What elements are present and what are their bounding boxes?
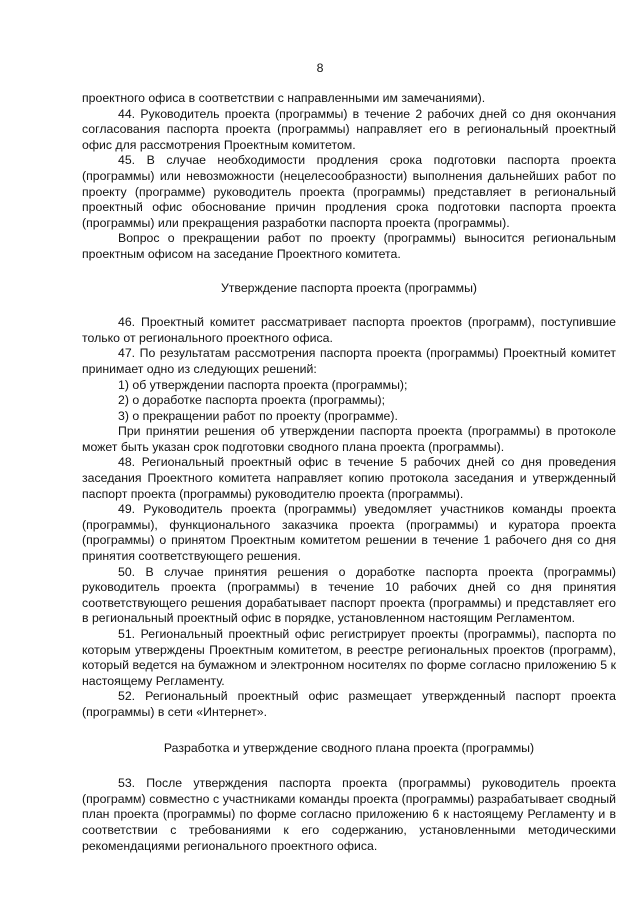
paragraph-47: 47. По результатам рассмотрения паспорта проекта (программы) Проектный комитет принимает одно из следующих решений: <box>82 346 616 376</box>
paragraph-49: 49. Руководитель проекта (программы) уведомляет участников команды проекта (программы), функционального заказчика проекта (программы) и куратора проекта (программы) о принятом Проектным комитетом решении в течение 1 рабочего дня со дня принятия соответствующего решения. <box>82 502 616 564</box>
paragraph-48: 48. Региональный проектный офис в течение 5 рабочих дней со дня проведения заседания Проектного комитета направляет копию протокола заседания и утвержденный паспорт проекта (программы) руководителю проекта (программы). <box>82 455 616 501</box>
document-body <box>82 91 616 854</box>
section-heading-summary-plan: Разработка и утверждение сводного плана проекта (программы) <box>163 740 535 755</box>
paragraph-51: 51. Региональный проектный офис регистрирует проекты (программы), паспорта по которым утверждены Проектным комитетом, в реестре региональных проектов (программ), который ведется на бумажном и электронном носителях по форме согласно приложению 5 к настоящему Регламенту. <box>82 627 616 688</box>
section-heading-approval: Утверждение паспорта проекта (программы) <box>220 280 477 295</box>
decision-item-1: 1) об утверждении паспорта проекта (программы); <box>118 377 408 392</box>
paragraph-continuation: проектного офиса в соответствии с направленными им замечаниями). <box>82 91 486 105</box>
paragraph-46: 46. Проектный комитет рассматривает паспорта проектов (программ), поступившие только от регионального проектного офиса. <box>82 315 616 345</box>
paragraph-44: 44. Руководитель проекта (программы) в течение 2 рабочих дней со дня окончания согласования паспорта проекта (программы) направляет его в региональный проектный офис для рассмотрения Проектным комитетом. <box>82 106 616 152</box>
paragraph-53: 53. После утверждения паспорта проекта (программы) руководитель проекта (программ) совместно с участниками команды проекта (программы) разрабатывает сводный план проекта (программы) по форме согласно приложению 6 к настоящему Регламенту и в соответствии с требованиями к его содержанию, установленными методическими рекомендациями регионального проектного офиса. <box>82 776 616 853</box>
decision-item-2: 2) о доработке паспорта проекта (программы); <box>118 393 386 408</box>
paragraph-45: 45. В случае необходимости продления срока подготовки паспорта проекта (программы) или невозможности (нецелесообразности) выполнения дальнейших работ по проекту (программе) руководитель проекта (программы) представляет в региональный проектный офис обоснование причин продления срока подготовки паспорта проекта (программы) или прекращения разработки паспорта проекта (программы). <box>82 153 616 230</box>
paragraph-52: 52. Региональный проектный офис размещает утвержденный паспорт проекта (программы) в сети «Интернет». <box>82 689 616 719</box>
paragraph-47-protocol: При принятии решения об утверждении паспорта проекта (программы) в протоколе может быть указан срок подготовки сводного плана проекта (программы). <box>82 424 616 454</box>
page-number: 8 <box>316 61 324 75</box>
paragraph-45-question: Вопрос о прекращении работ по проекту (программы) выносится региональным проектным офисом на заседание Проектного комитета. <box>82 231 616 261</box>
decision-item-3: 3) о прекращении работ по проекту (программе). <box>118 408 398 423</box>
paragraph-50: 50. В случае принятия решения о доработке паспорта проекта (программы) руководитель проекта (программы) в течение 10 рабочих дней со дня принятия соответствующего решения дорабатывает паспорт проекта (программы) и представляет его в региональный проектный офис в порядке, установленном настоящим Регламентом. <box>82 564 616 626</box>
